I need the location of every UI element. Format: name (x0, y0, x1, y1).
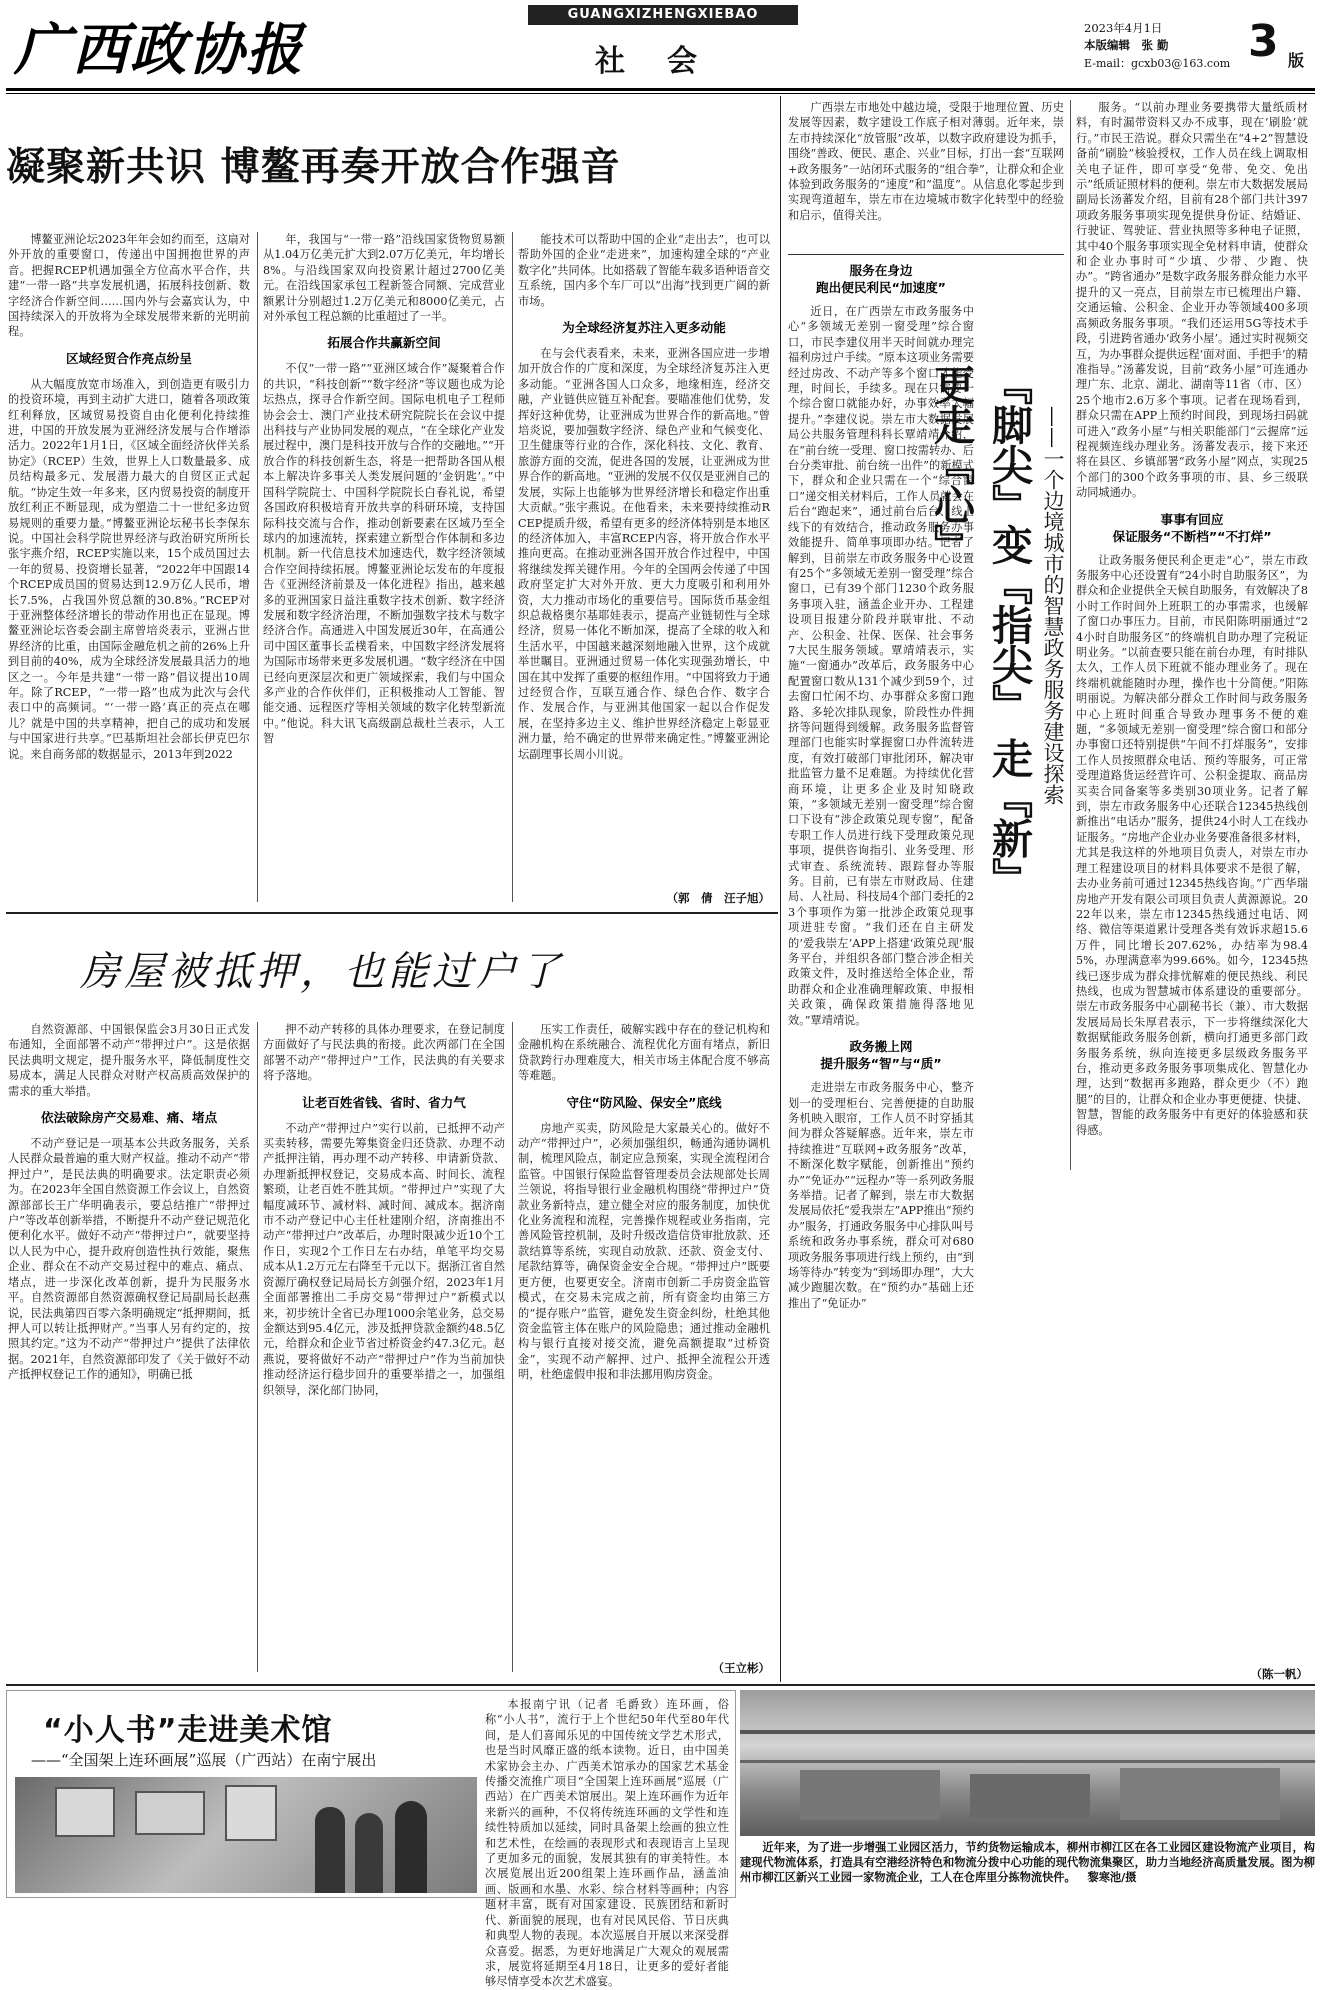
logistics-photo-credit: 黎寒池/摄 (1087, 1870, 1137, 1884)
comics-exhibition-photo (15, 1777, 477, 1893)
mortgage-subhead-1: 依法破除房产交易难、痛、堵点 (40, 1110, 218, 1126)
chongzuo-subhead-3b: 保证服务“不断档”“不打烊” (1112, 528, 1272, 544)
chongzuo-byline: （陈一帆） (1250, 1667, 1308, 1681)
masthead-pinyin: GUANGXIZHENGXIEBAO (528, 5, 798, 25)
boao-body-2a: 年，我国与“一带一路”沿线国家货物贸易额从1.04万亿美元扩大到2.07万亿美元，年均增长8%。与沿线国家双向投资累计超过2700亿美元。在沿线国家承包工程新签合同额、完成营业额累计分别超过1.2万亿美元和8000亿美元，占对外承包工程总额的比重超过了一半。 (263, 233, 505, 324)
mortgage-subhead-3: 守住“防风险、保安全”底线 (566, 1094, 722, 1110)
mortgage-column-1 (8, 1022, 250, 1674)
comics-body: 本报南宁讯（记者 毛爵致）连环画，俗称“小人书”，流行于上个世纪50年代至80年代间，是人们喜闻乐见的中国传统文学艺术形式，也是当时风靡正盛的纸本读物。近日，由中国美术家协会主办、广西美术馆承办的国家艺术基金传播交流推广项目“全国架上连环画展”巡展（广西站）在广西美术馆展出。架上连环画作为近年来新兴的画种，不仅将传统连环画的文学性和连续性特质加以延续，同时具备架上绘画的独立性和艺术性，在绘画的表现形式和表现语言上呈现了更加多元的面貌，发展其独有的审美特性。本次展览展出近200组架上连环画作品，涵盖油画、版画和水墨、水彩、综合材料等画种；内容题材丰富，既有对国家建设、民族团结和新时代、新面貌的展现，也有对民风民俗、节日庆典和典型人物的表现。本次巡展自开展以来深受群众喜爱。据悉，为更好地满足广大观众的观展需求，展览将延期至4月18日，让更多的爱好者能够尽情享受本次艺术盛宴。 (485, 1698, 729, 1989)
chongzuo-vertical-headline: 『脚尖』变『指尖』 走『新』更走『心』 (927, 364, 1033, 898)
chongzuo-body-4: 让政务服务便民利企更走“心”，崇左市政务服务中心还设置有“24小时自助服务区”，为群众和企业提供全天候自助服务，有效解决了8小时工作时间外上班职工的办事需求，也缓解了窗口办事压力。目前，市民阳陈明丽通过“24小时自助服务区”的终端机自助办理了完税证明业务。“以前查要只能在前台办理，有时排队太久，工作人员下班就不能办理业务了。现在终端机就能随时办理，操作也十分简便。”阳陈明丽说。为解决部分群众工作时间与政务服务中心上班时间重合导致办理事务不便的难题，“多领域无差别一窗受理”综合窗口和部分办事窗口还特别提供“午间不打烊服务”，安排工作人员按照群众电话、预约等服务，可正常受理道路货运经营许可、公积金提取、商品房买卖合同备案等多类别30项业务。记者了解到，崇左市政务服务中心还联合12345热线创新推出“电话办”服务，提供24小时人工在线办证服务。“房地产企业办业务要准备很多材料，尤其是我这样的外地项目负责人，对崇左市办理工程建设项目的材料具体要求不是很了解，去办业务前可通过12345热线咨询。”广西华瑞房地产开发有限公司项目负责人黄源源说。2022年以来，崇左市12345热线通过电话、网络、微信等渠道累计受理各类有效诉求超15.6万件，同比增长207.62%，办结率为98.45%，办理满意率为99.66%。如今，12345热线已逐步成为群众排忧解难的便民热线、利民热线，也成为智慧城市体系建设的重要部分。崇左市政务服务中心副秘书长（兼）、市大数据发展局局长朱厚君表示，下一步将继续深化大数据赋能政务服务创新，横向打通更多部门政务服务系统，纵向连接更多层级政务服务平台，推动更多政务服务事项集成化、智慧化办理，达到“数据再多跑路，群众更少（不）跑腿”的目的，让群众和企业办事更便捷、快捷、智慧，智能的政务服务中有更好的体验感和获得感。 (1076, 553, 1308, 1137)
chongzuo-subhead-2b: 提升服务“智”与“质” (820, 1056, 942, 1072)
mortgage-body-2a: 押不动产转移的具体办理要求，在登记制度方面做好了与民法典的衔接。此次两部门在全国部署不动产“带押过户”工作，民法典的有关要求将予落地。 (263, 1023, 505, 1083)
section-title: 社 会 (595, 44, 703, 79)
page-number: 3 (1248, 16, 1279, 67)
boao-body-3: 在与会代表看来，未来，亚洲各国应进一步增加开放合作的广度和深度，为全球经济复苏注入更多动能。“亚洲各国人口众多，地缘相连，经济交融，产业链供应链互补配套。要瞄准他们优势，发挥好这种优势，让亚洲成为世界合作的新高地。”曾培炎说，要加强数字经济、绿色产业和气候变化、卫生健康等行业的合作，深化科技、文化、教育、旅游方面的交流，促进各国的发展，让亚洲成为世界合作的新高地。“亚洲的发展不仅仅是亚洲自己的发展，实际上也能够为世界经济增长和稳定作出重大贡献。”张宇燕说。在他看来，未来要持续推动RCEP提质升级，希望有更多的经济体特别是本地区的经济体加入，丰富RCEP内容，将开放合作水平推向更高。在推动亚洲各国开放合作过程中，中国将继续发挥关键作用。今年的全国两会传递了中国政府坚定扩大对外开放、更大力度吸引和利用外资，大力推动市场化的重要信号。国际货币基金组织总裁格奥尔基耶娃表示，提高产业链韧性与全球经济，贸易一体化不断加深，提高了全球的收入和生活水平，中国越来越深刻地融入世界，这个成就举世瞩目。亚洲通过贸易一体化实现强劲增长，中国在其中发挥了重要的枢纽作用。“中国将致力于通过经贸合作，互联互通合作、绿色合作、数字合作、发展合作，与亚洲其他国家一起以合作促发展，在坚持多边主义、维护世界经济稳定上彰显亚洲力量，给不确定的世界带来确定性。”博鳌亚洲论坛副理事长周小川说。 (518, 347, 770, 761)
mortgage-column-2 (263, 1022, 505, 1674)
mortgage-body-1: 不动产登记是一项基本公共政务服务，关系人民群众最普遍的重大财产权益。推动不动产“带押过户”，是民法典的明确要求。法定职责必须为。在2023年全国自然资源工作会议上，自然资源部部长王广华明确表示，要总结推广“带押过户”等改革创新举措，不断提升不动产登记规范化便利化水平。做好不动产“带押过户”，就要坚持以人民为中心，提升政府创造性执行效能，聚焦企业、群众在不动产交易过程中的难点、痛点、堵点，进一步深化改革创新，提升为民服务水平。自然资源部自然资源确权登记局副局长赵燕说，民法典第四百零六条明确规定“抵押期间，抵押人可以转让抵押财产。”当事人另有约定的，按照其约定。”这为不动产“带押过户”提供了法律依据。2021年，自然资源部印发了《关于做好不动产抵押权登记工作的通知》，明确已抵 (8, 1137, 250, 1382)
mortgage-byline: （王立彬） (712, 1661, 770, 1675)
chongzuo-vertical-subtitle: ——一个边境城市的智慧政务服务建设探索 (1041, 406, 1065, 805)
chongzuo-subhead-1a: 服务在身边 (849, 263, 913, 278)
boao-body-3a: 能技术可以帮助中国的企业“走出去”，也可以帮助外国的企业“走进来”，加速构建全球的“产业数字化”共同体。比如搭载了智能车载多语种语音交互系统，国内多个车厂可以“出海”找到更广阔的新市场。 (518, 233, 770, 308)
mortgage-body-3a: 压实工作责任，破解实践中存在的登记机构和金融机构在系统融合、流程优化方面有堵点，新旧贷款跨行办理难度大，相关市场主体配合度不够高等难题。 (518, 1023, 770, 1083)
article-mortgage (0, 914, 778, 1682)
boao-lead: 博鳌亚洲论坛2023年年会如约而至，这扇对外开放的重要窗口，传递出中国拥抱世界的声音。把握RCEP机遇加强全方位高水平合作，共建“一带一路”共享发展机遇，拓展科技创新、数字经济合作新空间……国内外与会嘉宾认为，中国持续深入的开放将为全球发展带来新的光明前程。 (8, 233, 250, 339)
chongzuo-lead: 广西崇左市地处中越边境，受限于地理位置、历史发展等因素，数字建设工作底子相对薄弱。近年来，崇左市持续深化“放管服”改革，以数字政府建设为抓手，围绕“善政、便民、惠企、兴业”目标，打出一套“互联网+政务服务”一站闭环式服务的“组合拳”，让群众和企业体验到政务服务的“速度”和“温度”。从信息化零起步到实现弯道超车，崇左市在边境城市数字化转型中的经验和启示，值得关注。 (788, 101, 1064, 222)
logistics-warehouse-photo (740, 1690, 1315, 1836)
page-editor: 本版编辑 张 勤 (1084, 38, 1169, 52)
boao-column-2 (263, 232, 505, 904)
logistics-caption-text: 近年来，为了进一步增强工业园区活力，节约货物运输成本，柳州市柳江区在各工业园区建设物流产业项目，构建现代物流体系，打造具有空港经济特色和物流分拨中心功能的现代物流集聚区，助力当地经济高质量发展。图为柳州市柳江区新兴工业园一家物流企业，工人在仓库里分拣物流快件。 (740, 1840, 1315, 1884)
chongzuo-body-1: 近日，在广西崇左市政务服务中心“多领域无差别一窗受理”综合窗口，市民李建仪用半天时间就办理完福利房过户手续。“原本这项业务需要经过房改、不动产等多个窗口才能受理，时间长，手续多。现在只需要一个综合窗口就能办好，办事效率大幅提升。”李建仪说。崇左市大数据发展局公共服务管理科科长覃靖靖介绍，在“前台统一受理、窗口按需转办、后台分类审批、前台统一出件”的新模式下，群众和企业只需在一个“综合窗口”递交相关材料后，工作人员就会在后台“跑起来”，通过前台后台、线上线下的有效结合，推动政务服务办事效能提升、简单事项即办结。记者了解到，目前崇左市政务服务中心设置有25个“多领域无差别一窗受理”综合窗口，已有39个部门1230个政务服务事项入驻，涵盖企业开办、工程建设项目报建分阶段并联审批、不动产、公积金、社保、医保、社会事务7大民生服务领域。覃靖靖表示，实施“一窗通办”改革后，政务服务中心配置窗口数从131个减少到59个，过去窗口忙闲不均、办事群众多窗口跑路、多轮次排队现象，阶段性办件拥挤等问题得到缓解。政务服务监督管理部门也能实时掌握窗口办件流转进度，有效打破部门审批闭环，解决审批监管力量不足难题。为持续优化营商环境，让更多企业及时知晓政策，“多领域无差别一窗受理”综合窗口下设有“涉企政策兑现专窗”，配备专职工作人员进行线下受理政策兑现事项，提供咨询指引、业务受理、形式审查、系统流转、跟踪督办等服务。目前，已有崇左市财政局、住建局、人社局、科技局4个部门委托的23个事项作为第一批涉企政策兑现事项进驻专窗。“我们还在自主研发的‘爱我崇左’APP上搭建‘政策兑现’服务平台，并组织各部门整合涉企相关政策文件，及时推送给全体企业，帮助群众和企业准确理解政策、申报相关政策，确保政策措施得落地见效。”覃靖靖说。 (788, 305, 974, 1027)
article-logistics (740, 1690, 1315, 1898)
boao-byline: （郭 倩 汪子旭） (666, 891, 770, 905)
mortgage-body-3: 房地产买卖，防风险是大家最关心的。做好不动产“带押过户”，必须加强组织，畅通沟通协调机制，梳理风险点，制定应急预案，实现全流程闭合监管。中国银行保险监督管理委员会法规部处长周兰领说，将指导银行业金融机构围绕“带押过户”贷款业务新特点，建立健全对应的服务制度，加快优化业务流程和流程，完善操作规程或业务指南，完善风险管控机制，及时升级改造信贷审批放款、还款结算等系统，实现自动放款、还款、资金支付、尾款结算等，确保资金安全合规。“带押过户”既要更方便，也要更安全。济南市创新二手房资金监管模式，在交易未完成之前，所有资金均由第三方的“提存账户”监管，避免发生资金纠纷，杜绝其他资金监管主体在账户的风险隐患；通过推动金融机构与银行直接对接交流，避免高额提取“过桥资金”，实现不动产解押、过户、抵押全流程公开透明，杜绝虚假申报和非法挪用购房资金。 (518, 1121, 770, 1382)
mortgage-body-2: 不动产“带押过户”实行以前，已抵押不动产买卖转移，需要先筹集资金归还贷款、办理不动产抵押注销，再办理不动产转移、申请新贷款、办理新抵押权登记，交易成本高、时间长、流程繁琐，让老百姓不胜其烦。“带押过户”实现了大幅度减环节、减材料、减时间、减成本。据济南市不动产登记中心主任杜建刚介绍，济南推出不动产“带押过户”改革后，办理时限减少近10个工作日，实现2个工作日左右办结，单笔平均交易成本从1.2万元左右降至千元以下。据浙江省自然资源厅确权登记局局长方剑强介绍，2023年1月全面部署推出二手房交易“带押过户”新模式以来，初步统计全省已办理1000余笔业务，总交易金额达到95.4亿元，涉及抵押贷款金额约48.5亿元，给群众和企业节省过桥资金约47.3亿元。赵燕说，要将做好不动产“带押过户”作为当前加快推动经济运行稳步回升的重要举措之一，加强组织领导，深化部门协同， (263, 1121, 505, 1397)
chongzuo-subhead-1b: 跑出便民利民“加速度” (816, 280, 946, 295)
boao-subhead-2: 拓展合作共赢新空间 (327, 335, 441, 351)
comics-headline: “小人书”走进美术馆 (43, 1713, 333, 1748)
editor-email: E-mail：gcxb03@163.com (1084, 57, 1231, 70)
boao-body-1: 从大幅度放宽市场准入，到创造更有吸引力的投资环境，再到主动扩大进口，随着各项政策红利释放，区域贸易投资自由化便利化持续推进，中国的开放发展为亚洲经济发展与合作增添活力。2022年1月1日，《区域全面经济伙伴关系协定》（RCEP）生效，世界上人口数量最多、成员结构最多元、发展潜力最大的自贸区正式起航。“协定生效一年多来，区内贸易投资的制度开放红利正不断显现，成为塑造二十一世纪多边贸易规则的重要力量。”博鳌亚洲论坛秘书长李保东说。中国社会科学院世界经济与政治研究所所长张宇燕介绍，RCEP实施以来，15个成员国过去一年的贸易、投资增长显著，“2022年中国跟14个RCEP成员国的贸易达到12.9万亿人民币，增长7.5%，占我国外贸总额的30.8%。”RCEP对于亚洲整体经济增长的带动作用也正在显现。博鳌亚洲论坛咨委会副主席曾培炎表示，亚洲占世界经济的比重，由国际金融危机之前的26%上升到目前的40%，成为全球经济发展最具活力的地区之一。今年是共建“一带一路”倡议提出10周年。除了RCEP，“一带一路”也成为此次与会代表口中的高频词。“‘一带一路’真正的亮点在哪儿？就是中国的共享精神，把自己的成功和发展与中国家进行共享。”巴基斯坦社会部长伊克巴尔说。来自商务部的数据显示，2013年到2022 (8, 377, 250, 761)
boao-column-3 (518, 232, 770, 888)
chongzuo-column-2 (1076, 100, 1308, 1170)
mortgage-column-3 (518, 1022, 770, 1658)
comics-subtitle: ——“全国架上连环画展”巡展（广西站）在南宁展出 (31, 1751, 377, 1769)
mortgage-headline: 房屋被抵押，也能过户了 (80, 949, 564, 995)
boao-column-1 (8, 232, 250, 904)
boao-subhead-3: 为全球经济复苏注入更多动能 (562, 320, 726, 336)
chongzuo-subhead-3a: 事事有回应 (1160, 511, 1224, 527)
chongzuo-body-3: 服务。“以前办理业务要携带大量纸质材料，有时漏带资料又办不成事，现在‘刷脸’就行。”市民王浩说。群众只需坐在“4+2”智慧设备前“刷脸”核验授权，工作人员在线上调取相关电子证件，即可享受“免带、免交、免出示”纸质证照材料的便利。崇左市大数据发展局副局长汤蕃发介绍，目前有28个部门共计397项政务服务事项实现免提供身份证、结婚证、行驶证、驾驶证、营业执照等多种电子证照，其中40个服务事项实现全免材料申请，使群众和企业办事时可“少填、少带、少跑、快办”。“跨省通办”是数字政务服务群众能力水平提升的又一亮点，目前崇左市已梳理出户籍、交通运输、公积金、企业开办等领域400多项高频政务服务事项。“我们还运用5G等技术手段，引进跨省通办‘政务小屋’。通过实时视频交互，为办事群众提供远程‘面对面、手把手’的精准指导。”汤蕃发说，目前“政务小屋”可连通办理广东、北京、湖北、湖南等11省（市、区）25个地市2.6万多个事项。记者在现场看到，群众只需在APP上预约时间段，到现场扫码就可进入“政务小屋”与相关职能部门“云握席”远程视频连线办理业务。汤蕃发表示，接下来还将在县区、乡镇部署“政务小屋”网点，实现25个部门的300个政务事项的市、县、乡三级联动同城通办。 (1076, 101, 1308, 500)
logistics-caption (740, 1840, 1315, 1896)
boao-headline: 凝聚新共识 博鳌再奏开放合作强音 (6, 145, 621, 190)
boao-body-2: 不仅“一带一路”“亚洲区域合作”凝聚着合作的共识，“科技创新”“数字经济”等议题也成为论坛热点，探寻合作新空间。国际电机电子工程师协会会士、澳门产业技术研究院院长在会议中提出科技与产业协同发展的观点，“在全球化产业发展过程中，澳门是科技开放与合作的交融地。”“开放合作的科技创新生态，将是一把帮助各国从根本上解决许多事关人类发展问题的‘金钥匙’。”中国科学院院士、中国科学院院长白春礼说，希望各国政府积极培育开放共享的科研环境，支持国际科技交流与合作，推动创新要素在区域乃至全球内的加速流转，探索建立新型合作体制和多边机制。新一代信息技术加速迭代，数字经济领域合作空间持续拓展。博鳌亚洲论坛发布的年度报告《亚洲经济前景及一体化进程》指出，越来越多的亚洲国家日益注重数字技术创新、数字经济发展和数字经济治理，不断加强数字技术与数字经济合作。高通进入中国发展近30年，在高通公司中国区董事长孟樸看来，中国数字经济发展将为国际市场带来更多发展机遇。“数字经济在中国已经向更深层次和更广领域探索，我们与中国众多产业的合作伙伴们，正积极推动人工智能、智能交通、远程医疗等相关领域的数字化转型新流中。”他说。科大讯飞高级副总裁杜兰表示，人工智 (263, 362, 505, 746)
article-chongzuo (782, 96, 1315, 1682)
mortgage-lead: 自然资源部、中国银保监会3月30日正式发布通知，全面部署不动产“带押过户”。这是依据民法典明文规定，提升服务水平，降低制度性交易成本，满足人民群众对财产权高质高效保护的需求的重大举措。 (8, 1023, 250, 1098)
page-suffix: 版 (1288, 51, 1305, 70)
issue-date: 2023年4月1日 (1084, 21, 1163, 35)
article-comics (6, 1690, 736, 1989)
masthead-logo: 广西政协报 (14, 17, 304, 83)
article-boao (0, 96, 778, 911)
chongzuo-body-2: 走进崇左市政务服务中心，整齐划一的受理柜台、完善便捷的自助服务机映入眼帘，工作人员不时穿插其间为群众答疑解惑。近年来，崇左市持续推进“互联网+政务服务”改革，不断深化数字赋能，创新推出“预约办”“免证办”“远程办”等一系列政务服务举措。记者了解到，崇左市大数据发展局依托“爱我崇左”APP推出“预约办”服务，打通政务服务中心排队叫号系统和政务办事系统，群众可对680项政务服务事项进行线上预约，由“到场等待办”转变为“到场即办理”，大大减少跑腿次数。在“预约办”基础上还推出了“免证办” (788, 1081, 974, 1310)
chongzuo-subhead-2a: 政务搬上网 (849, 1039, 913, 1055)
mortgage-subhead-2: 让老百姓省钱、省时、省力气 (302, 1094, 466, 1110)
boao-subhead-1: 区域经贸合作亮点纷呈 (66, 350, 192, 366)
